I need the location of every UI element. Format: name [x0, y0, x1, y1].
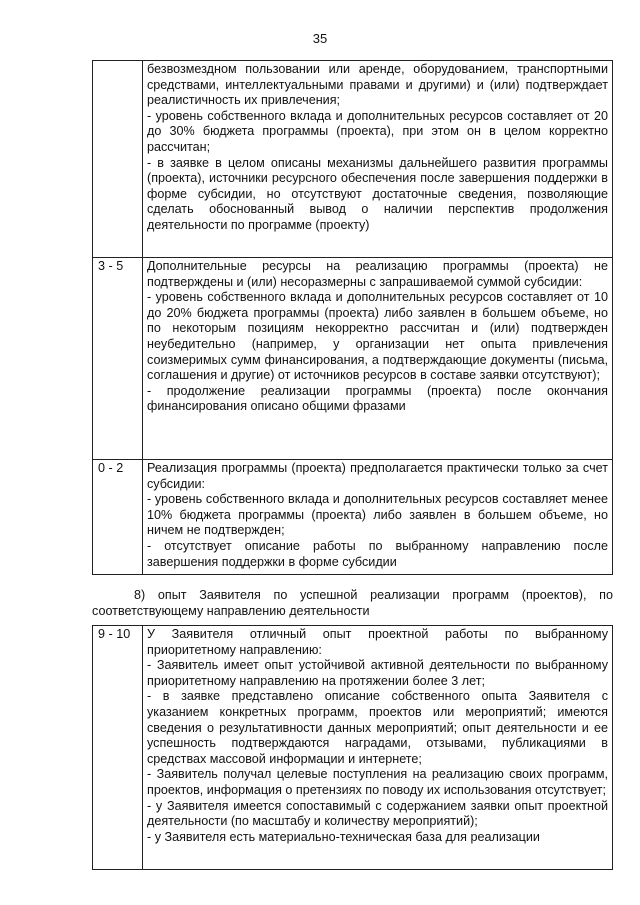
score-cell	[93, 61, 143, 258]
description-cell	[143, 626, 613, 870]
description-line: - в заявке в целом описаны механизмы дальнейшего развития программы (проекта), источники ресурсного обеспечения после завершения поддержки в форме субсидии, но отсутствуют достаточные сведения, позволяющие сделать обоснованный вывод о наличии перспектив продолжения деятельности по программе (проекту)	[147, 155, 608, 232]
description-line: - у Заявителя есть материально-техническая база для реализации	[147, 829, 540, 844]
page-number: 35	[312, 31, 328, 46]
score-cell: 0 - 2	[93, 460, 143, 575]
criteria-table-8	[92, 625, 613, 870]
description-cell	[143, 61, 613, 258]
criteria-table-7	[92, 60, 613, 575]
description-line: У Заявителя отличный опыт проектной работы по выбранному приоритетному направлению:	[147, 627, 608, 657]
description-line: безвозмездном пользовании или аренде, оборудованием, транспортными средствами, интеллектуальными правами и другими) и (или) подтверждает реалистичность их привлечения;	[147, 62, 608, 108]
description-line: - уровень собственного вклада и дополнительных ресурсов составляет менее 10% бюджета программы (проекта) либо заявлен в большем объеме, но ничем не подтвержден;	[147, 492, 608, 538]
description-line: - продолжение реализации программы (проекта) после окончания финансирования описано общими фразами	[147, 383, 608, 414]
table-row	[93, 258, 613, 460]
criterion-8-text: 8) опыт Заявителя по успешной реализации программ (проектов), по соответствующему направлению деятельности	[92, 588, 613, 618]
description-line: Реализация программы (проекта) предполагается практически только за счет субсидии:	[147, 461, 608, 491]
description-line: - в заявке представлено описание собственного опыта Заявителя с указанием конкретных программ, проектов или мероприятий; имеются сведения о результативности данных мероприятий; опыт деятельности и ее успешность подтверждаются наградами, отзывами, публикациями в средствах массовой информации и интернете;	[147, 689, 608, 766]
description-line: Дополнительные ресурсы на реализацию программы (проекта) не подтверждены и (или) несоразмерны с запрашиваемой суммой субсидии:	[147, 259, 608, 289]
criterion-8-heading	[92, 587, 613, 619]
table-row	[93, 626, 613, 870]
table-row	[93, 61, 613, 258]
description-cell	[143, 460, 613, 575]
description-cell	[143, 258, 613, 460]
table-row	[93, 460, 613, 575]
description-line: - отсутствует описание работы по выбранному направлению после завершения поддержки в форме субсидии	[147, 538, 608, 569]
description-line: - Заявитель имеет опыт устойчивой активной деятельности по выбранному приоритетному направлению на протяжении более 3 лет;	[147, 658, 608, 688]
score-cell: 9 - 10	[93, 626, 143, 870]
description-line: - Заявитель получал целевые поступления на реализацию своих программ, проектов, информация о претензиях по поводу их использования отсутствует;	[147, 767, 608, 797]
description-line: - у Заявителя имеется сопоставимый с содержанием заявки опыт проектной деятельности (по масштабу и количеству мероприятий);	[147, 798, 608, 829]
description-line: - уровень собственного вклада и дополнительных ресурсов составляет от 20 до 30% бюджета программы (проекта), при этом он в целом корректно рассчитан;	[147, 108, 608, 154]
score-cell: 3 - 5	[93, 258, 143, 460]
description-line: - уровень собственного вклада и дополнительных ресурсов составляет от 10 до 20% бюджета программы (проекта) либо заявлен в большем объеме, но по некоторым позициям некорректно рассчитан и (или) подтвержден неубедительно (например, у организации нет опыта привлечения соизмеримых сумм финансирования, а подтверждающие документы (письма, соглашения и другие) от источников ресурсов в составе заявки отсутствуют);	[147, 290, 608, 383]
